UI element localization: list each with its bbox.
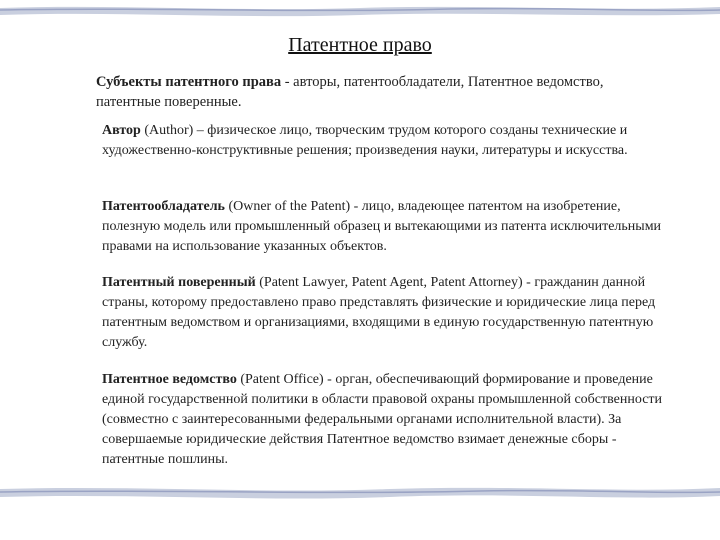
intro-text: - авторы, патентообладатели, Патентное ведомство, патентные поверенные. xyxy=(96,74,604,110)
section-term: Патентный поверенный xyxy=(102,275,256,290)
section-patent-owner xyxy=(102,197,662,257)
section-text: (Author) – физическое лицо, творческим трудом которого созданы технические и художественно-конструктивные решения; произведения науки, литературы и искусства. xyxy=(102,123,628,158)
section-term: Патентообладатель xyxy=(102,199,225,214)
top-decorative-brush-stroke xyxy=(0,0,720,20)
section-patent-office xyxy=(102,370,662,470)
section-text: (Patent Lawyer, Patent Agent, Patent Attorney) - гражданин данной страны, которому предоставлено право представлять физические и юридические лица перед патентным ведомством и организациями, входящими в единую государственную патентную службу. xyxy=(102,275,656,350)
page-title: Патентное право xyxy=(288,34,432,56)
section-text: (Patent Office) - орган, обеспечивающий формирование и проведение единой государственной политики в области правовой охраны промышленной собственности (совместно с заинтересованными федеральными органами исполнительной власти). За совершаемые юридические действия Патентное ведомство взимает денежные сборы - патентные пошлины. xyxy=(102,372,663,467)
intro-paragraph xyxy=(96,72,636,112)
section-author xyxy=(102,121,662,161)
bottom-decorative-brush-stroke xyxy=(0,480,720,504)
section-term: Автор xyxy=(102,123,141,138)
section-term: Патентное ведомство xyxy=(102,372,237,387)
section-patent-attorney xyxy=(102,273,662,353)
intro-lead: Субъекты патентного права xyxy=(96,74,282,90)
section-text: (Owner of the Patent) - лицо, владеющее патентом на изобретение, полезную модель или промышленный образец и вытекающими из патента исключительными правами на использование указанных объектов. xyxy=(102,199,662,254)
